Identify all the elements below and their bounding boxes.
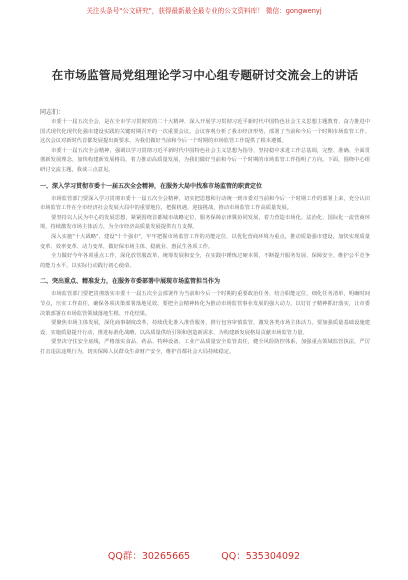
promo-banner: 关注头条号"公文研究"，获得最新最全最专业的公文资料库！ 微信：gongwenyj [86,7,322,15]
section-heading: 二、突出重点、精准发力，在服务市委部署中展现市场监管担当作为 [40,278,221,286]
paragraph: 深入实施"十大战略"，建设"十个强市"，牢牢把握市场监管工作的功能定位，以优化营商环境为重点，推动质量强市建设，加快实现质量变革、效率变革、动力变革，做好保市场主体、稳就业、惠民生各项工作。 [40,233,370,250]
contact-footer [0,545,408,569]
document-body [40,30,370,357]
paragraph: 全力做好今年各项重点工作，深化放管服改革，统筹发展和安全，在实践中锤炼过硬本领，不断提升服务发展、保障安全、维护公平竞争的能力水平，以实际行动践行初心使命。 [40,253,370,269]
paragraph: 市场监管部门要深入学习贯彻市委十一届五次全会精神，切实把思想和行动统一到市委对当前和今后一个时期工作的部署上来，充分认识市场监管工作在全市经济社会发展大局中的重要地位，把握机遇、迎接挑战，推动市场监管工作高质量发展。 [40,195,370,212]
section-heading: 一、深入学习贯彻市委十一届五次全会精神，在服务大局中找准市场监管的职责定位 [40,182,263,190]
paragraph: 要坚决守住安全底线，严格落实食品、药品、特种设备、工业产品质量安全监管责任，健全风险防控体系，加强重点领域监管执法，严厉打击违法违规行为，切实保障人民群众生命财产安全，维护首都社会大局持续稳定。 [40,339,370,355]
qq-group-text: QQ群：30265665 [107,551,191,562]
paragraph: 要聚焦市场主体发展，深化商事制度改革，持续优化准入准营服务，推行包容审慎监管，激发各类市场主体活力。要加强质量基础设施建设，实施质量提升行动，推进标准化战略，以高质量供给引领和创造新需求，为构建新发展格局贡献市场监管力量。 [40,320,370,336]
qq-text: QQ：535304092 [221,551,301,562]
document-title: 在市场监管局党组理论学习中心组专题研讨交流会上的讲话 [51,68,359,82]
paragraph: 市委十一届五次全会，是在全市学习贯彻党的二十大精神、深入开展学习贯彻习近平新时代中国特色社会主义思想主题教育、奋力推进中国式现代化现代化强市建设实践的关键时期召开的一次重要会议。会议客观分析了我市经济形势，部署了当前和今后一个时期市场监管工作。这次会议对新时代首都发展提出新要求，为我们做好当前和今后一个时期的市场监管工作提供了根本遵循。 [40,119,370,145]
paragraph: 市委十一届五次全会精神，强调以学习贯彻习近平新时代中国特色社会主义思想为指导，坚持稳中求进工作总基调，完整、准确、全面贯彻新发展理念，加快构建新发展格局，着力推动高质量发展，为我们做好当前和今后一个时期的市场监管工作指明了方向。下面，围绕中心组研讨交流主题，我谈三点意见。 [40,147,370,173]
salutation: 同志们： [40,109,65,116]
paragraph: 市场监管部门要把贯彻落实市委十一届五次全会部署作为当前和今后一个时期的重要政治任务，结合职能定位，细化任务清单，明确时间节点，压实工作责任，确保各项决策部署落地见效。要把全会精神转化为推动市场监管事业发展的强大动力，以钉钉子精神抓好落实，让市委决策部署在市场监管领域落地生根、开花结果。 [40,291,370,317]
paragraph: 要坚持以人民为中心的发展思想，紧紧围绕首都城市战略定位，服务保障京津冀协同发展，着力营造市场化、法治化、国际化一流营商环境，持续激发市场主体活力，为全市经济高质量发展提供有力支撑。 [40,214,370,231]
